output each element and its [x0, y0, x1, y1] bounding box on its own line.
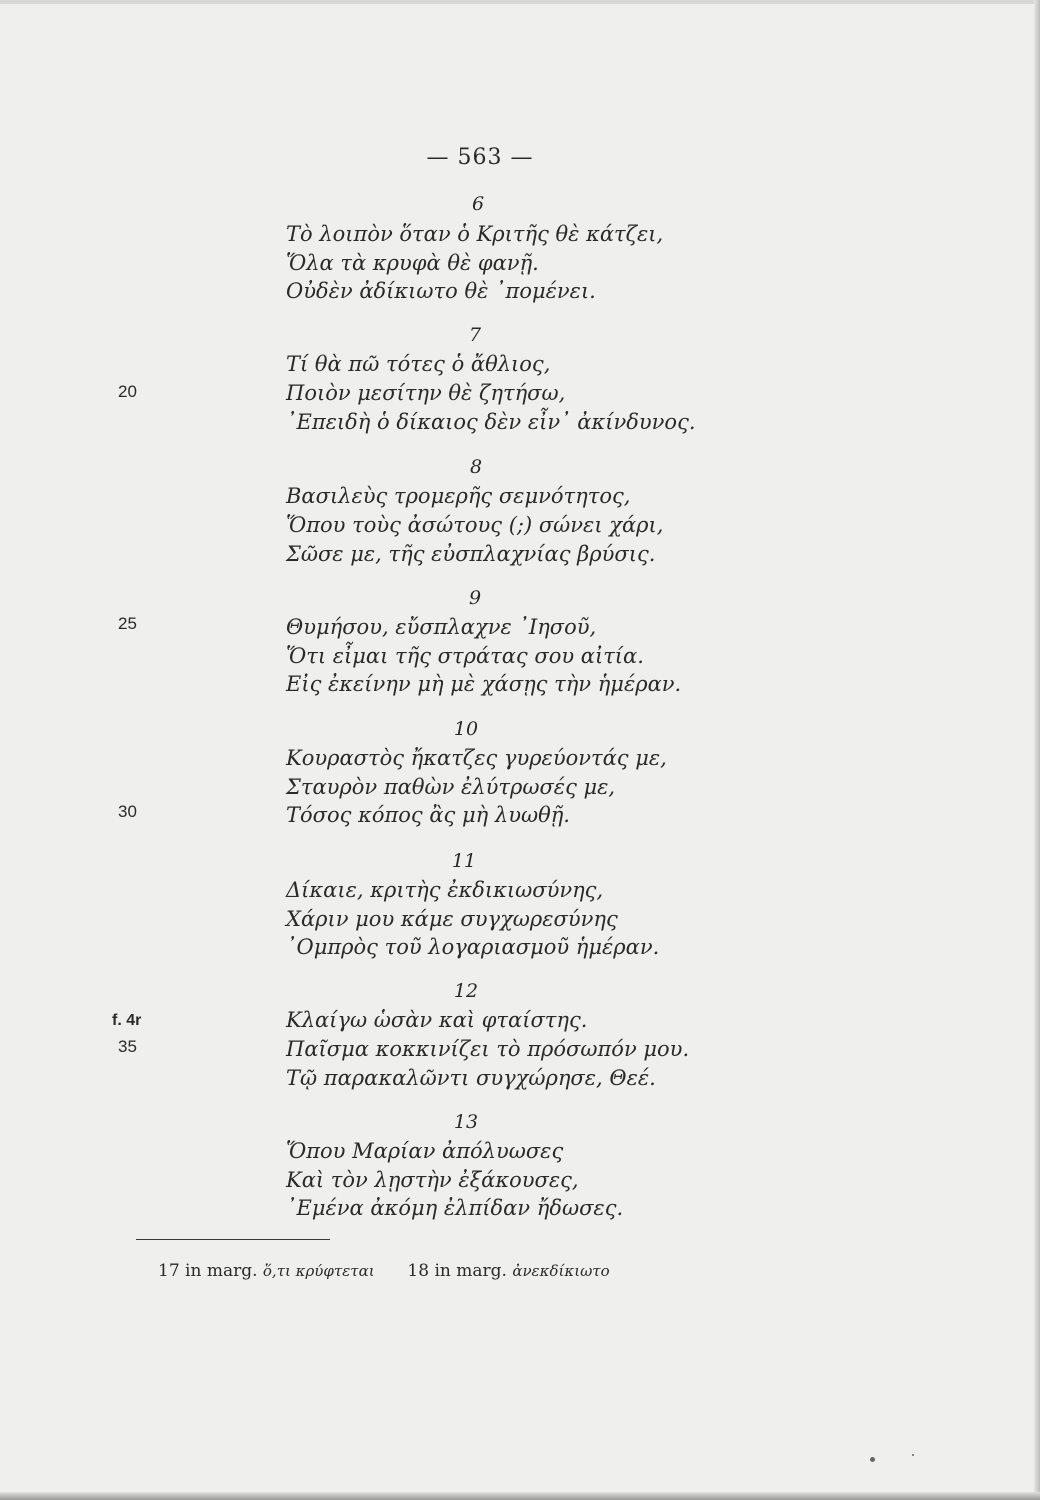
scan-speck	[912, 1454, 914, 1456]
verse-line: Ὅπου Μαρίαν ἀπόλυωσες	[286, 1139, 564, 1163]
verse-line: Καὶ τὸν λῃστὴν ἐξάκουσες,	[286, 1168, 579, 1192]
verse-line: Σῶσε με, τῆς εὐσπλαχνίας βρύσις.	[286, 542, 656, 566]
stanza-number: 6	[471, 193, 485, 215]
folio-mark: f. 4r	[112, 1012, 142, 1029]
page-number: — 563 —	[426, 145, 534, 170]
verse-line: Κουραστὸς ἤκατζες γυρεύοντάς με,	[286, 746, 667, 770]
verse-line: ᾿Ομπρὸς τοῦ λογαριασμοῦ ἡμέραν.	[286, 935, 660, 959]
verse-line: Δίκαιε, κριτὴς ἐκδικιωσύνης,	[286, 878, 604, 902]
stanza-number: 12	[453, 980, 479, 1002]
verse-line: Τί θὰ πῶ τότες ὁ ἄθλιος,	[286, 352, 551, 376]
margin-line-number: 20	[118, 382, 137, 401]
margin-line-number: 35	[118, 1037, 137, 1056]
footnote-ref: 17 in marg.	[158, 1261, 258, 1281]
verse-line: Κλαίγω ὡσὰν καὶ φταίστης.	[286, 1008, 588, 1032]
margin-line-number: 25	[118, 614, 137, 633]
stanza-number: 9	[468, 587, 482, 609]
verse-line: Σταυρὸν παθὼν ἐλύτρωσές με,	[286, 775, 616, 799]
verse-line: Θυμήσου, εὔσπλαχνε ᾿Ιησοῦ,	[286, 615, 597, 639]
footnote-text: ἀνεκδίκιωτο	[512, 1262, 610, 1280]
footnote-rule	[136, 1239, 330, 1240]
stanza-number: 11	[451, 850, 477, 872]
verse-line: Ὅλα τὰ κρυφὰ θὲ φανῇ.	[286, 251, 539, 275]
scan-edge-bottom	[0, 1492, 1040, 1500]
verse-line: Τόσος κόπος ἂς μὴ λυωθῇ.	[286, 803, 570, 827]
verse-line: Τὸ λοιπὸν ὅταν ὁ Κριτῆς θὲ κάτζει,	[286, 222, 664, 246]
verse-line: ᾿Επειδὴ ὁ δίκαιος δὲν εἶν᾿ ἀκίνδυνος.	[286, 410, 696, 434]
verse-line: Χάριν μου κάμε συγχωρεσύνης	[286, 907, 618, 931]
verse-line: Βασιλεὺς τρομερῆς σεμνότητος,	[286, 484, 631, 508]
stanza-number: 13	[453, 1111, 479, 1133]
verse-line: Οὐδὲν ἀδίκιωτο θὲ ᾿πομένει.	[286, 279, 596, 303]
verse-line: Ὅτι εἶμαι τῆς στράτας σου αἰτία.	[286, 644, 644, 668]
verse-line: Τῷ παρακαλῶντι συγχώρησε, Θεέ.	[286, 1066, 656, 1090]
scan-edge-right	[1034, 0, 1040, 1500]
footnote-text: ὅ,τι κρύφτεται	[262, 1262, 375, 1280]
footnote-ref: 18 in marg.	[407, 1261, 507, 1281]
scan-edge-top	[0, 0, 1040, 4]
stanza-number: 8	[469, 456, 483, 478]
footnotes	[158, 1261, 610, 1281]
verse-line: Παῖσμα κοκκινίζει τὸ πρόσωπόν μου.	[286, 1037, 690, 1061]
verse-line: Ποιὸν μεσίτην θὲ ζητήσω,	[286, 381, 566, 405]
margin-line-number: 30	[118, 802, 137, 821]
verse-line: ᾿Εμένα ἀκόμη ἐλπίδαν ἤδωσες.	[286, 1196, 624, 1220]
verse-line: Εἰς ἐκείνην μὴ μὲ χάσῃς τὴν ἡμέραν.	[286, 672, 682, 696]
stanza-number: 7	[468, 324, 482, 346]
scan-speck	[870, 1457, 875, 1462]
verse-line: Ὅπου τοὺς ἀσώτους (;) σώνει χάρι,	[286, 513, 664, 537]
stanza-number: 10	[453, 718, 479, 740]
